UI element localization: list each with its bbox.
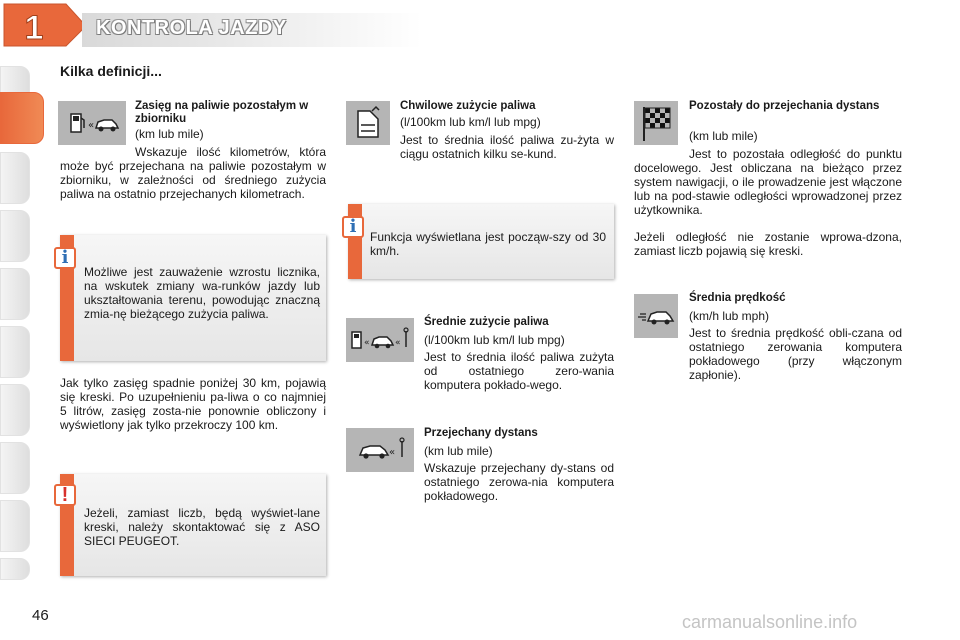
chapter-tab[interactable]: [0, 500, 30, 552]
average-consumption-title: Średnie zużycie paliwa: [424, 316, 549, 328]
checkered-flag-icon: [634, 101, 678, 145]
info-icon: i: [342, 216, 364, 238]
range-title: Zasięg na paliwie pozostałym w zbiorniku: [135, 100, 309, 125]
page-number: 46: [32, 607, 49, 624]
average-speed-unit: (km/h lub mph): [689, 309, 770, 323]
remaining-distance-note: Jeżeli odległość nie zostanie wprowa-dzona, zamiast liczb pojawią się kreski.: [634, 230, 902, 258]
distance-travelled-description: Wskazuje przejechany dy-stans od ostatniego zerowa-nia komputera pokładowego.: [424, 461, 614, 503]
chapter-tab[interactable]: [0, 210, 30, 262]
chapter-tab[interactable]: [0, 268, 30, 320]
average-speed-title: Średnia prędkość: [689, 292, 786, 304]
chapter-tab[interactable]: [0, 326, 30, 378]
instant-consumption-title: Chwilowe zużycie paliwa: [400, 100, 536, 112]
average-consumption-description: Jest to średnia ilość paliwa zużyta od ostatniego zero-wania komputera pokłado-wego.: [424, 350, 614, 392]
chapter-tab[interactable]: [0, 442, 30, 494]
chapter-tab[interactable]: [0, 384, 30, 436]
page-title: KONTROLA JAZDY: [96, 17, 287, 39]
svg-text:«: «: [389, 447, 396, 458]
range-unit: (km lub mile): [135, 127, 204, 141]
remaining-distance-unit: (km lub mile): [689, 129, 758, 143]
watermark: carmanualsonline.info: [682, 612, 858, 632]
chapter-number: 1: [24, 9, 44, 47]
average-consumption-unit: (l/100km lub km/l lub mpg): [424, 333, 565, 347]
chapter-tabs: [0, 60, 40, 580]
range-description: Wskazuje ilość kilometrów, która może być przejechana na paliwie pozostałym w zbiorniku, w zależności od średniego zużycia paliwa na ostatnio przejechanych kilometrach.: [60, 145, 326, 201]
warning-icon: !: [54, 484, 76, 506]
fuel-can-icon: [346, 101, 390, 145]
svg-text:«: «: [88, 120, 95, 131]
info-note-mid-text: Funkcja wyświetlana jest począw-szy od 30 km/h.: [370, 230, 606, 258]
instant-consumption-description: Jest to średnia ilość paliwa zu-żyta w ciągu ostatnich kilku se-kund.: [400, 133, 614, 161]
distance-travelled-unit: (km lub mile): [424, 444, 493, 458]
info-note-left-text: Możliwe jest zauważenie wzrostu licznika, na wskutek zmiany wa-runków jazdy lub ukształtowania terenu, powodując znaczną zmia-nę bieżącego zużycia paliwa.: [84, 265, 320, 321]
info-note-left: [60, 235, 326, 361]
svg-text:«: «: [395, 338, 401, 348]
instant-consumption-unit: (l/100km lub km/l lub mpg): [400, 115, 541, 129]
section-heading: Kilka definicji...: [60, 63, 162, 79]
average-speed-description: Jest to średnia prędkość obli-czana od ostatniego zerowania komputera pokładowego (przy włączonym zapłonie).: [689, 326, 902, 382]
low-range-text: Jak tylko zasięg spadnie poniżej 30 km, pojawią się kreski. Po uzupełnieniu pa-liwa o co najmniej 5 litrów, zasięg zosta-nie ponownie obliczony i wyświetlony jak tylko przekroczy 100 km.: [60, 376, 326, 432]
chapter-tab-active[interactable]: [0, 92, 44, 144]
fuel-pump-car-icon: [58, 101, 126, 145]
warning-note-text: Jeżeli, zamiast liczb, będą wyświet-lane kreski, należy skontaktować się z ASO SIECI PEUGEOT.: [84, 506, 320, 548]
car-distance-icon: [346, 428, 414, 472]
svg-text:«: «: [364, 338, 370, 348]
info-note-mid: [348, 204, 614, 279]
chapter-tab[interactable]: [0, 558, 30, 580]
chapter-tab[interactable]: [0, 152, 30, 204]
car-speed-icon: [634, 294, 678, 338]
info-icon: i: [54, 247, 76, 269]
warning-note: [60, 474, 326, 576]
chapter-badge: [0, 0, 90, 48]
fuel-pump-car-distance-icon: [346, 318, 414, 362]
remaining-distance-description: Jest to pozostała odległość do punktu docelowego. Jest obliczana na bieżąco przez system nawigacji, o ile prowadzenie jest włączone lub na pod-stawie odległości wprowadzonej przez użytkownika.: [634, 147, 902, 217]
remaining-distance-title: Pozostały do przejechania dystans: [689, 100, 880, 112]
distance-travelled-title: Przejechany dystans: [424, 427, 538, 439]
